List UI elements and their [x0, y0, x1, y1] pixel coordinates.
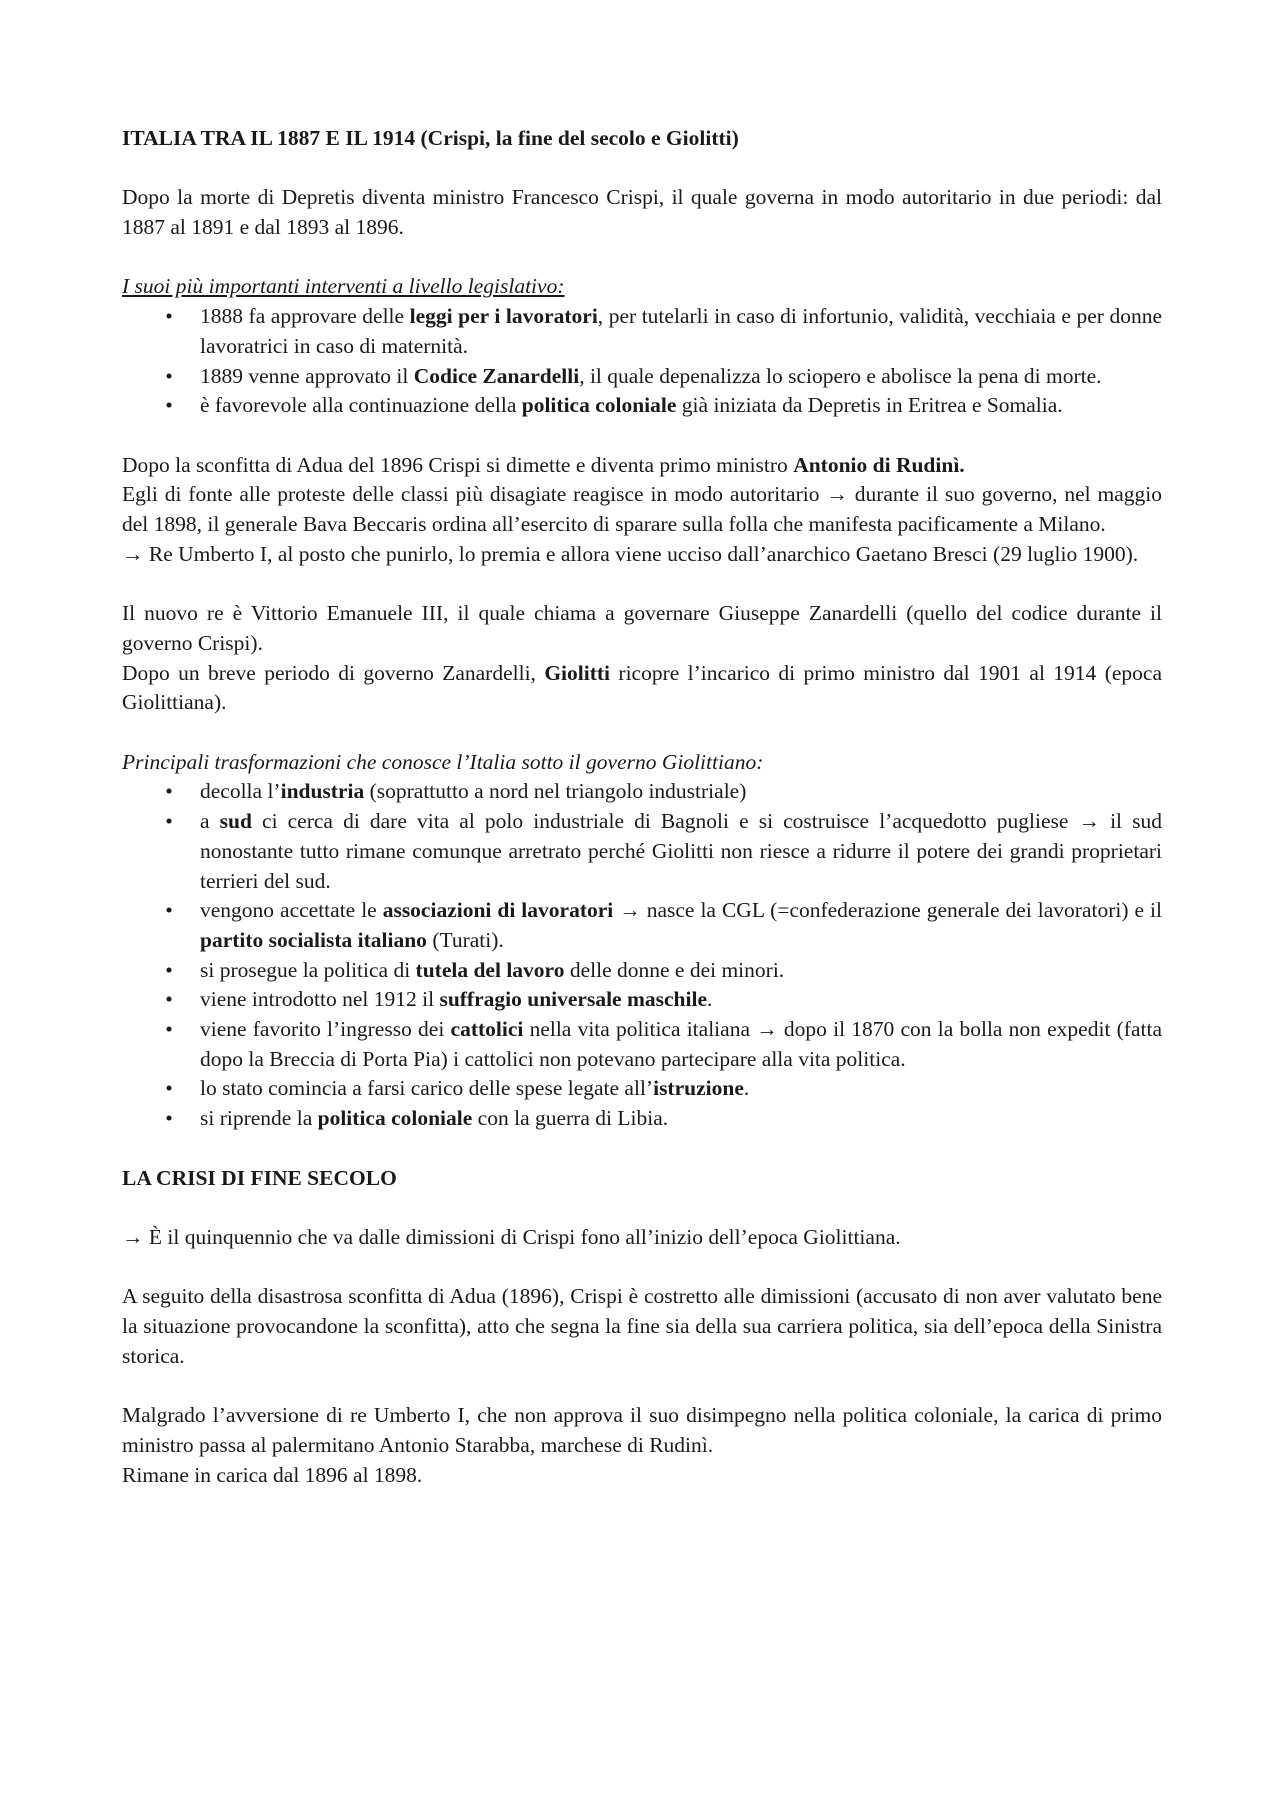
bullet-icon: • [165, 809, 173, 834]
bullet-icon: • [165, 987, 173, 1012]
item-text: nella vita politica italiana → dopo il 1870 con la bolla non expedit (fatta dopo la Breccia di Porta Pia) i cattolici non potevano partecipare alla vita politica. [200, 1017, 1162, 1071]
bullet-icon: • [165, 898, 173, 923]
item-text: vengono accettate le [200, 898, 383, 923]
list-item [122, 1074, 1162, 1104]
document-page [122, 124, 1162, 1490]
bold-term: Codice Zanardelli [413, 363, 580, 388]
new-king-paragraph: Il nuovo re è Vittorio Emanuele III, il quale chiama a governare Giuseppe Zanardelli (quello del codice durante il governo Crispi). [122, 601, 1162, 655]
bold-term: politica coloniale [317, 1106, 473, 1131]
list-item [122, 391, 1162, 421]
bullet-icon: • [165, 393, 173, 418]
list-item [122, 1015, 1162, 1074]
giolitti-name: Giolitti [544, 660, 611, 685]
spacer [122, 1371, 1162, 1401]
spacer [122, 421, 1162, 451]
giolitti-paragraph [122, 659, 1162, 718]
spacer [122, 1193, 1162, 1223]
list-item [122, 896, 1162, 955]
list-item [122, 777, 1162, 807]
spacer [122, 154, 1162, 184]
bullet-icon: • [165, 304, 173, 329]
bullet-icon: • [165, 1017, 173, 1042]
item-text: lo stato comincia a farsi carico delle spese legate all’ [200, 1076, 654, 1101]
item-text: → nasce la CGL (=confederazione generale dei lavoratori) e il [613, 898, 1162, 923]
giolitti-text-after: ricopre l’incarico di primo ministro dal 1901 al 1914 (epoca Giolittiana). [122, 660, 1162, 715]
bullet-icon: • [165, 1106, 173, 1131]
item-text: 1889 venne approvato il [200, 363, 414, 388]
item-text: ci cerca di dare vita al polo industriale di Bagnoli e si costruisce l’acquedotto pugliese → il sud nonostante tutto rimane comunque arretrato perché Giolitti non riesce a ridurre il potere dei grandi proprietari terrieri del sud. [200, 809, 1162, 893]
giolitti-text-before: Dopo un breve periodo di governo Zanardelli, [122, 660, 545, 685]
bold-term: politica coloniale [521, 393, 677, 418]
bullet-icon: • [165, 957, 173, 982]
bullet-icon: • [165, 779, 173, 804]
item-text: decolla l’ [200, 779, 281, 804]
rudini-paragraph [122, 451, 1162, 481]
bold-term: partito socialista italiano [200, 927, 427, 952]
section-transformations-heading: Principali trasformazioni che conosce l’Italia sotto il governo Giolittiano: [122, 749, 764, 774]
protests-paragraph: Egli di fonte alle proteste delle classi più disagiate reagisce in modo autoritario → durante il suo governo, nel maggio del 1898, il generale Bava Beccaris ordina all’esercito di sparare sulla folla che manifesta pacificamente a Milano. [122, 482, 1162, 537]
spacer [122, 570, 1162, 600]
intro-paragraph: Dopo la morte di Depretis diventa ministro Francesco Crispi, il quale governa in modo autoritario in due periodi: dal 1887 al 1891 e dal 1893 al 1896. [122, 185, 1162, 240]
starabba-paragraph: Malgrado l’avversione di re Umberto I, che non approva il suo disimpegno nella politica coloniale, la carica di primo ministro passa al palermitano Antonio Starabba, marchese di Rudinì. [122, 1403, 1162, 1457]
item-text: . [743, 1076, 750, 1101]
spacer [122, 243, 1162, 273]
item-text: . [707, 987, 713, 1012]
bullet-icon: • [165, 1076, 173, 1101]
document-title: ITALIA TRA IL 1887 E IL 1914 (Crispi, la fine del secolo e Giolitti) [122, 126, 739, 150]
umberto-paragraph: → Re Umberto I, al posto che punirlo, lo premia e allora viene ucciso dall’anarchico Gaetano Bresci (29 luglio 1900). [122, 541, 1139, 566]
item-text: si prosegue la politica di [200, 957, 416, 982]
crisis-intro-paragraph: → È il quinquennio che va dalle dimissioni di Crispi fono all’inizio dell’epoca Giolittiana. [122, 1224, 901, 1249]
list-item [122, 362, 1162, 392]
item-text: (Turati). [426, 927, 504, 952]
spacer [122, 718, 1162, 748]
item-text: già iniziata da Depretis in Eritrea e Somalia. [676, 393, 1063, 418]
list-item [122, 956, 1162, 986]
rudini-name: Antonio di Rudinì. [793, 452, 965, 477]
list-item [122, 807, 1162, 896]
item-text: con la guerra di Libia. [472, 1106, 669, 1131]
adua-paragraph: A seguito della disastrosa sconfitta di Adua (1896), Crispi è costretto alle dimissioni (accusato di non aver valutato bene la situazione provocandone la sconfitta), atto che segna la fine sia della sua carriera politica, sia dell’epoca della Sinistra storica. [122, 1284, 1162, 1368]
item-text: viene introdotto nel 1912 il [200, 987, 440, 1012]
transformations-list [122, 777, 1162, 1133]
item-text: a [200, 809, 220, 834]
bold-term: industria [280, 779, 365, 804]
bold-term: cattolici [450, 1017, 524, 1042]
list-item [122, 302, 1162, 361]
bold-term: suffragio universale maschile [439, 987, 707, 1012]
crisis-heading: LA CRISI DI FINE SECOLO [122, 1165, 397, 1190]
bullet-icon: • [165, 363, 173, 388]
bold-term: leggi per i lavoratori [409, 304, 598, 329]
bold-term: associazioni di lavoratori [382, 898, 614, 923]
rudini-text: Dopo la sconfitta di Adua del 1896 Crispi si dimette e diventa primo ministro [122, 452, 794, 477]
item-text: delle donne e dei minori. [564, 957, 785, 982]
item-text: è favorevole alla continuazione della [200, 393, 522, 418]
item-text: (soprattutto a nord nel triangolo industriale) [364, 779, 747, 804]
item-text: , il quale depenalizza lo sciopero e abolisce la pena di morte. [579, 363, 1102, 388]
bold-term: sud [219, 809, 252, 834]
term-paragraph: Rimane in carica dal 1896 al 1898. [122, 1462, 423, 1487]
item-text: , per tutelarli in caso di infortunio, validità, vecchiaia e per donne lavoratrici in caso di maternità. [200, 304, 1163, 358]
list-item [122, 985, 1162, 1015]
bold-term: tutela del lavoro [415, 957, 565, 982]
item-text: 1888 fa approvare delle [200, 304, 410, 329]
bold-term: istruzione [653, 1076, 744, 1101]
section-legislative-heading: I suoi più importanti interventi a livello legislativo: [122, 274, 565, 299]
spacer [122, 1253, 1162, 1283]
item-text: si riprende la [200, 1106, 318, 1131]
item-text: viene favorito l’ingresso dei [200, 1017, 451, 1042]
list-item [122, 1104, 1162, 1134]
spacer [122, 1134, 1162, 1164]
legislative-list [122, 302, 1162, 421]
